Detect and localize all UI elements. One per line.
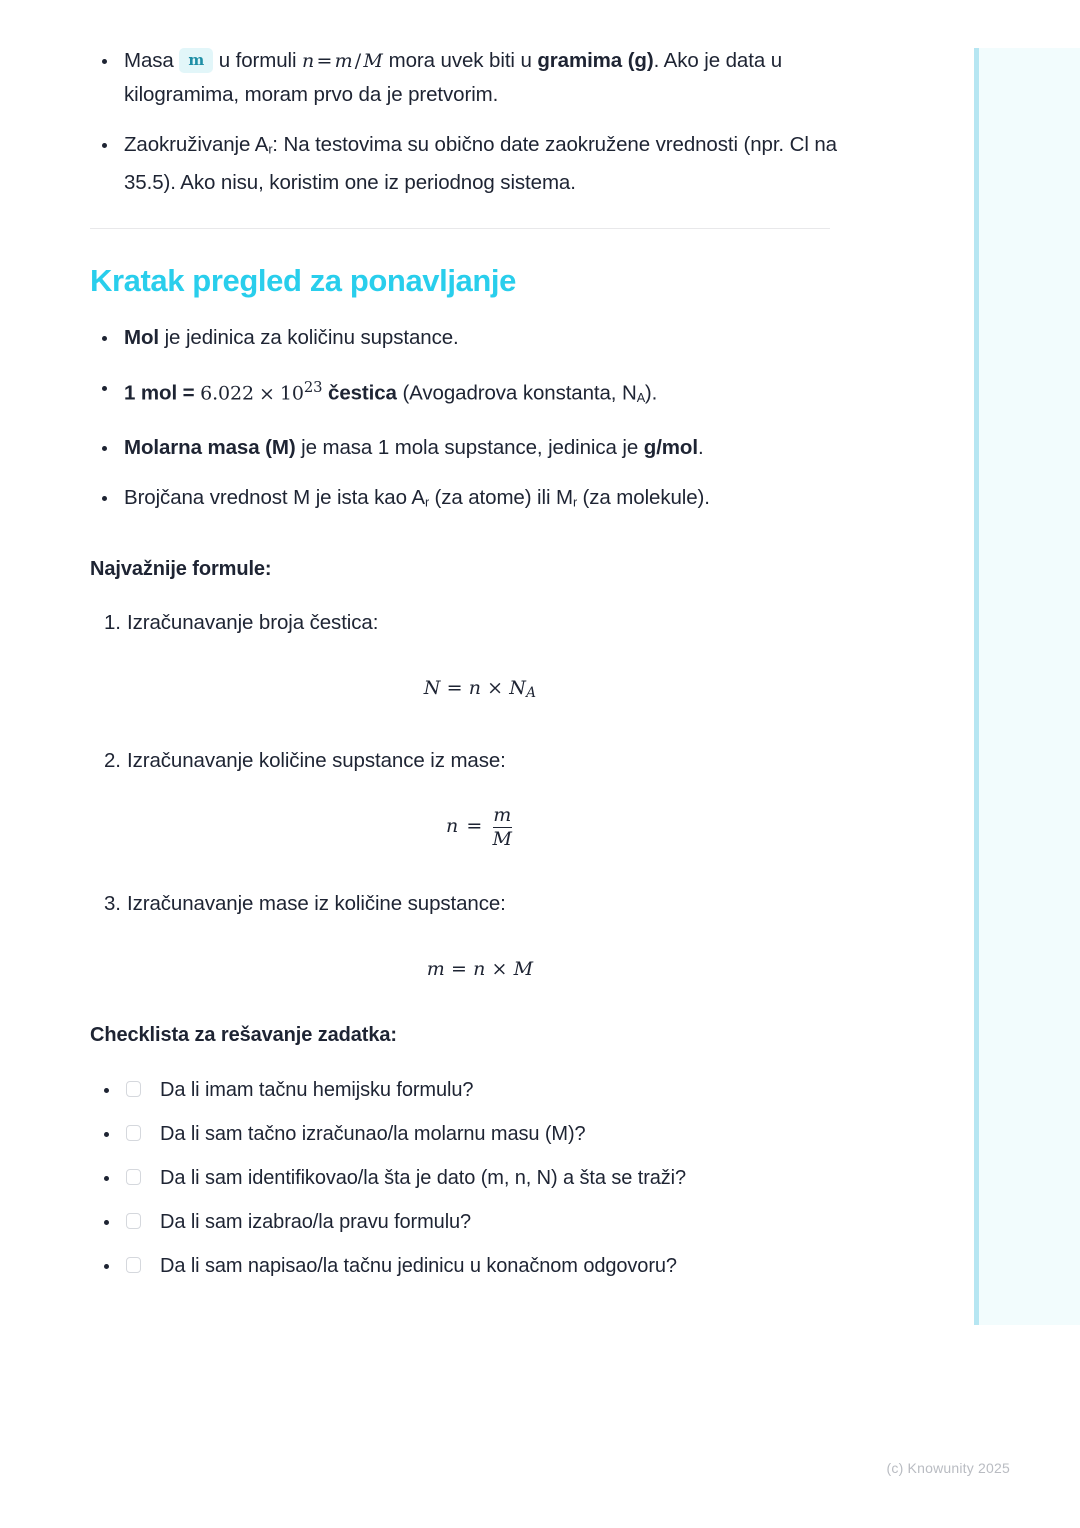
list-item bbox=[90, 888, 870, 920]
summary-bullet-3-rest: je masa 1 mola supstance, jedinica je bbox=[295, 436, 644, 460]
summary-bullet-list bbox=[90, 321, 870, 519]
side-accent-panel bbox=[974, 48, 1080, 1325]
formula-2-numerator: m bbox=[493, 803, 512, 826]
checkbox-icon[interactable] bbox=[126, 1125, 141, 1141]
intro-bullet-2-pre: Zaokruživanje A bbox=[124, 133, 269, 156]
summary-bullet-1-rest: je jedinica za količinu supstance. bbox=[159, 326, 459, 350]
formula-1-times: × bbox=[487, 676, 504, 699]
formula-3-times: × bbox=[491, 958, 508, 981]
formula-list bbox=[90, 607, 870, 981]
list-item bbox=[90, 1119, 870, 1149]
checklist bbox=[90, 1075, 870, 1281]
intro-bullet-2-subscript: r bbox=[268, 141, 273, 157]
formula-3-rhs-b: M bbox=[513, 958, 534, 981]
checklist-item-label: Da li sam identifikovao/la šta je dato (m, n, N) a šta se traži? bbox=[160, 1167, 687, 1190]
summary-bullet-2-bold: 1 mol = bbox=[124, 381, 195, 405]
side-accent-bar bbox=[974, 48, 979, 1325]
summary-bullet-3-tail: . bbox=[697, 436, 704, 460]
formula-1-eq: = bbox=[446, 676, 463, 699]
formula-2-block bbox=[90, 805, 870, 851]
formula-3-lhs: m bbox=[426, 958, 445, 981]
list-item bbox=[90, 128, 870, 200]
formulas-heading: Najvažnije formule: bbox=[90, 557, 272, 580]
list-item bbox=[90, 745, 870, 777]
intro-bullet-1-tail: . Ako je data u kilogramima, moram prvo da je pretvorim. bbox=[124, 49, 783, 106]
summary-bullet-2-bold2: čestica bbox=[328, 381, 397, 405]
intro-bullet-list bbox=[90, 44, 870, 200]
avogadro-exponent: 23 bbox=[303, 379, 323, 397]
list-item bbox=[90, 607, 870, 639]
summary-bullet-4-tail: (za molekule). bbox=[576, 486, 710, 510]
list-item bbox=[90, 1207, 870, 1237]
formula-1-rhs-b-sub: A bbox=[526, 684, 537, 701]
summary-bullet-2-rest: (Avogadrova konstanta, N bbox=[396, 381, 637, 405]
formula-3-label: Izračunavanje mase iz količine supstance: bbox=[127, 892, 506, 916]
formula-2-label: Izračunavanje količine supstance iz mase: bbox=[127, 748, 506, 772]
avogadro-base: 10 bbox=[279, 382, 304, 405]
checklist-item-label: Da li sam izabrao/la pravu formulu? bbox=[160, 1211, 472, 1234]
page-title: Kratak pregled za ponavljanje bbox=[90, 263, 516, 299]
formula-3-eq: = bbox=[450, 958, 468, 981]
list-item bbox=[90, 44, 870, 112]
formula-1-block bbox=[90, 677, 870, 701]
list-item bbox=[90, 371, 870, 415]
summary-bullet-3-bold2: g/mol bbox=[643, 436, 698, 460]
formula-2-denominator: M bbox=[492, 827, 513, 850]
summary-bullet-1-bold: Mol bbox=[124, 326, 159, 350]
formula-1-rhs-a: n bbox=[468, 676, 482, 699]
checklist-item-label: Da li imam tačnu hemijsku formulu? bbox=[160, 1079, 474, 1102]
formula-1-number: 1. bbox=[104, 610, 121, 634]
intro-bullet-1-mid-2: mora uvek biti u bbox=[383, 49, 538, 72]
inline-math-n-eq-m-over-M: n = m / M bbox=[302, 50, 384, 72]
summary-bullet-2-tail: ). bbox=[644, 381, 658, 405]
list-item bbox=[90, 1163, 870, 1193]
section-divider bbox=[90, 228, 830, 229]
summary-bullet-4-mid: (za atome) ili M bbox=[428, 486, 573, 510]
intro-bullet-2-tail: : Na testovima su obično date zaokružene vrednosti (npr. Cl na 35.5). Ako nisu, koristim one iz periodnog sistema. bbox=[124, 133, 837, 195]
checkbox-icon[interactable] bbox=[126, 1169, 141, 1185]
formula-3-math bbox=[427, 958, 534, 980]
inline-code-m: m bbox=[179, 48, 213, 73]
avogadro-constant-subscript: A bbox=[636, 390, 645, 406]
checkbox-icon[interactable] bbox=[126, 1213, 141, 1229]
formula-3-rhs-a: n bbox=[473, 958, 486, 981]
intro-bullet-1-mid-1: u formuli bbox=[213, 49, 303, 72]
relative-atomic-mass-subscript: r bbox=[424, 494, 429, 510]
list-item bbox=[90, 1251, 870, 1281]
formula-3-block bbox=[90, 958, 870, 980]
checkbox-icon[interactable] bbox=[126, 1257, 141, 1273]
formula-2-number: 2. bbox=[104, 748, 121, 772]
formula-2-eq: = bbox=[466, 814, 483, 837]
copyright-footer: (c) Knowunity 2025 bbox=[886, 1460, 1010, 1476]
summary-bullet-4-pre: Brojčana vrednost M je ista kao A bbox=[124, 486, 425, 510]
list-item bbox=[90, 431, 870, 465]
list-item bbox=[90, 1075, 870, 1105]
summary-bullet-3-bold: Molarna masa (M) bbox=[124, 436, 296, 460]
checkbox-icon[interactable] bbox=[126, 1081, 141, 1097]
relative-molecular-mass-subscript: r bbox=[572, 494, 577, 510]
checklist-item-label: Da li sam napisao/la tačnu jedinicu u konačnom odgovoru? bbox=[160, 1255, 677, 1278]
checklist-item-label: Da li sam tačno izračunao/la molarnu masu (M)? bbox=[160, 1123, 586, 1146]
times-symbol: × bbox=[259, 382, 275, 405]
formula-1-label: Izračunavanje broja čestica: bbox=[127, 610, 379, 634]
checklist-heading: Checklista za rešavanje zadatka: bbox=[90, 1024, 397, 1047]
formula-3-number: 3. bbox=[104, 892, 121, 916]
formula-2-fraction bbox=[491, 805, 514, 851]
formula-1-lhs: N bbox=[423, 676, 441, 699]
intro-bullet-1-pre: Masa bbox=[124, 49, 180, 72]
formula-1-math bbox=[424, 677, 536, 699]
formula-2-lhs: n bbox=[445, 814, 459, 837]
formula-1-rhs-b: N bbox=[509, 676, 527, 699]
list-item bbox=[90, 321, 870, 355]
intro-bullet-1-bold: gramima (g) bbox=[537, 49, 654, 72]
list-item bbox=[90, 481, 870, 519]
avogadro-number: 6.022 bbox=[200, 382, 255, 405]
